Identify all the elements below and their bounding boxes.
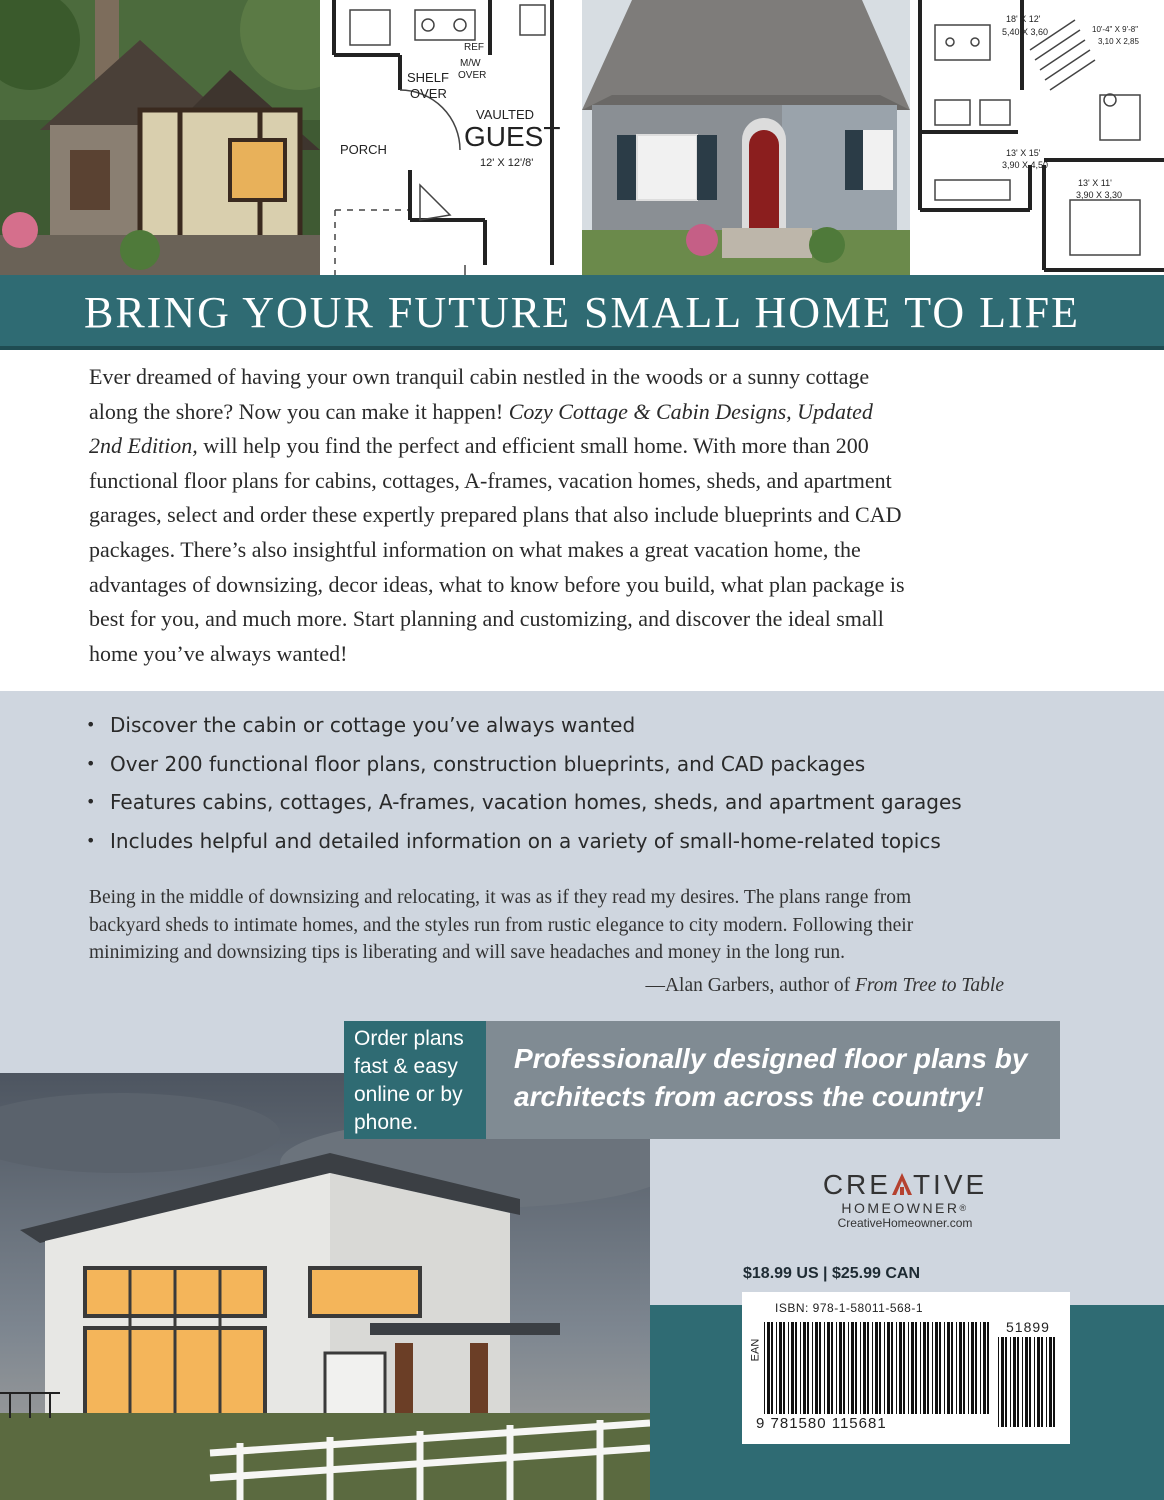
- publisher-url: CreativeHomeowner.com: [837, 1216, 973, 1230]
- desc-line: advantages of downsizing, decor ideas, what to know before you build, what plan package is: [89, 571, 905, 597]
- cottage-photo: [0, 0, 320, 275]
- barcode-bar: [1049, 1337, 1052, 1427]
- barcode-bar: [956, 1322, 957, 1414]
- desc-line: packages. There’s also insightful information on what makes a great vacation home, the: [89, 536, 861, 562]
- desc-line: functional floor plans for cabins, cottages, A-frames, vacation homes, sheds, and apartment: [89, 467, 892, 493]
- barcode-bar: [1034, 1337, 1035, 1427]
- plan-label-mw-over: OVER: [458, 70, 487, 81]
- barcode-bar: [1037, 1337, 1040, 1427]
- barcode-addon-bars: [998, 1337, 1058, 1427]
- barcode-bar: [1029, 1337, 1031, 1427]
- ean-label: EAN: [749, 1338, 762, 1362]
- barcode-bar: [767, 1322, 770, 1414]
- barcode-digits: 9 781580 115681: [756, 1415, 887, 1432]
- barcode-bar: [860, 1322, 861, 1414]
- logo-part: CRE: [822, 1169, 891, 1200]
- barcode-bar: [836, 1322, 837, 1414]
- plan2-dim3b: 3,90 X 4,50: [1002, 160, 1049, 170]
- barcode-bar: [1017, 1337, 1019, 1427]
- order-line: Order plans: [354, 1027, 464, 1050]
- list-item: [86, 706, 1086, 745]
- barcode-bar: [947, 1322, 950, 1414]
- logo-part: TIVE: [912, 1169, 988, 1200]
- plan2-dim4b: 3,90 X 3,30: [1076, 190, 1123, 200]
- bullet-icon: •: [86, 753, 96, 773]
- barcode-bar: [944, 1322, 945, 1414]
- plan2-dim1b: 5,40 X 3,60: [1002, 27, 1049, 37]
- barcode-bar: [963, 1322, 965, 1414]
- barcode-bar: [872, 1322, 873, 1414]
- barcode-bar: [771, 1322, 773, 1414]
- logo-registered: ®: [959, 1203, 969, 1213]
- bullet-icon: •: [86, 830, 96, 850]
- barcode-bar: [812, 1322, 813, 1414]
- plan-label-guest-dims: 12' X 12'/8': [480, 157, 534, 169]
- plan2-dim4a: 13' X 11': [1078, 178, 1112, 188]
- quote-line: Being in the middle of downsizing and relocating, it was as if they read my desires. The plans range from: [89, 887, 912, 908]
- barcode-bar: [983, 1322, 986, 1414]
- barcode-bar: [915, 1322, 917, 1414]
- quote-book-title: From Tree to Table: [855, 975, 1004, 996]
- barcode-bar: [971, 1322, 974, 1414]
- bullet-icon: •: [86, 792, 96, 812]
- publisher-logo: [810, 1170, 1000, 1231]
- plan-label-vaulted: VAULTED: [476, 107, 535, 122]
- barcode-bar: [863, 1322, 866, 1414]
- desc-line: [89, 395, 1049, 430]
- banner-title: BRING YOUR FUTURE SMALL HOME TO LIFE: [83, 288, 1081, 337]
- barcode-bar: [959, 1322, 962, 1414]
- feature-list: [86, 706, 1086, 860]
- list-item-text: Discover the cabin or cottage you’ve always wanted: [110, 713, 636, 737]
- barcode-bar: [896, 1322, 897, 1414]
- barcode-bar: [932, 1322, 933, 1414]
- barcode-bar: [1001, 1337, 1004, 1427]
- barcode-bar: [776, 1322, 777, 1414]
- barcode-bar: [1010, 1337, 1011, 1427]
- barcode-bar: [998, 1337, 999, 1427]
- plan-label-over: OVER: [410, 86, 447, 101]
- bullet-icon: •: [86, 715, 96, 734]
- quote-attribution: [560, 975, 1004, 997]
- barcode-bar: [1053, 1337, 1055, 1427]
- barcode-bar: [783, 1322, 785, 1414]
- testimonial-quote: [89, 884, 1049, 967]
- barcode-bar: [851, 1322, 854, 1414]
- barcode-bar: [843, 1322, 845, 1414]
- barcode-bar: [867, 1322, 869, 1414]
- quote-line: backyard sheds to intimate homes, and the styles run from rustic elegance to city modern. Following their: [89, 914, 914, 936]
- plan-label-mw: M/W: [460, 58, 481, 69]
- barcode-bar: [939, 1322, 941, 1414]
- order-line: online or by: [354, 1083, 463, 1106]
- barcode-bar: [1013, 1337, 1016, 1427]
- barcode-bar: [923, 1322, 926, 1414]
- plan-label-guest: GUEST: [464, 121, 561, 152]
- barcode-bar: [855, 1322, 857, 1414]
- barcode-addon-digits: 51899: [1006, 1319, 1050, 1335]
- barcode-bar: [987, 1322, 989, 1414]
- barcode-bar: [831, 1322, 833, 1414]
- logo-sub-text: HOMEOWNER: [841, 1200, 960, 1216]
- plan2-dim3a: 13' X 15': [1006, 148, 1041, 158]
- barcode-bar: [899, 1322, 902, 1414]
- desc-line: garages, select and order these expertly prepared plans that also include blueprints and CAD: [89, 502, 902, 528]
- barcode-bar: [839, 1322, 842, 1414]
- floor-plan-main: [910, 0, 1164, 275]
- book-description: [89, 360, 1049, 671]
- top-photo-strip: [0, 0, 1164, 275]
- plan2-dim1a: 18' X 12': [1006, 14, 1041, 24]
- logo-wordmark: [810, 1170, 1000, 1200]
- barcode-bar: [764, 1322, 765, 1414]
- barcode-block: [742, 1292, 1070, 1444]
- desc-line: home you’ve always wanted!: [89, 640, 348, 666]
- barcode-bar: [980, 1322, 981, 1414]
- floor-plan-guest: [320, 0, 582, 275]
- desc-book-edition: 2nd Edition,: [89, 433, 198, 459]
- barcode-bar: [975, 1322, 977, 1414]
- barcode-bar: [968, 1322, 969, 1414]
- gray-house-photo: [582, 0, 910, 275]
- price-label: $18.99 US | $25.99 CAN: [743, 1265, 921, 1282]
- barcode-bar: [807, 1322, 809, 1414]
- barcode-bar: [824, 1322, 825, 1414]
- desc-line: [89, 429, 1049, 464]
- list-item-text: Features cabins, cottages, A-frames, vacation homes, sheds, and apartment garages: [110, 790, 962, 815]
- desc-line: Ever dreamed of having your own tranquil cabin nestled in the woods or a sunny cottage: [89, 364, 870, 389]
- list-item: [86, 745, 1086, 784]
- barcode-bar: [911, 1322, 914, 1414]
- barcode-bar: [884, 1322, 885, 1414]
- barcode-bar: [1041, 1337, 1043, 1427]
- desc-text: will help you find the perfect and efficient small home. With more than 200: [197, 433, 869, 459]
- plan-label-shelf: SHELF: [407, 70, 449, 85]
- pro-line: Professionally designed floor plans by: [514, 1043, 1028, 1074]
- barcode-bar: [803, 1322, 806, 1414]
- barcode-bar: [848, 1322, 849, 1414]
- barcode-bar: [1005, 1337, 1007, 1427]
- barcode-bar: [827, 1322, 830, 1414]
- desc-text: along the shore? Now you can make it happen!: [89, 398, 509, 424]
- barcode-bar: [779, 1322, 782, 1414]
- pro-line: architects from across the country!: [514, 1081, 984, 1112]
- desc-line: best for you, and much more. Start planning and customizing, and discover the ideal small: [89, 606, 884, 632]
- quote-author: —Alan Garbers, author of: [645, 975, 856, 996]
- barcode-bar: [815, 1322, 818, 1414]
- barcode-bar: [903, 1322, 905, 1414]
- barcode-bars: [764, 1322, 990, 1414]
- barcode-bar: [1022, 1337, 1023, 1427]
- barcode-bar: [795, 1322, 797, 1414]
- plan-label-ref: REF: [464, 42, 484, 53]
- list-item-text: Over 200 functional floor plans, construction blueprints, and CAD packages: [110, 751, 866, 776]
- list-item: [86, 822, 1086, 861]
- barcode-bar: [1025, 1337, 1028, 1427]
- desc-book-title: Cozy Cottage & Cabin Designs, Updated: [508, 398, 873, 424]
- barcode-bar: [891, 1322, 893, 1414]
- plan-label-porch: PORCH: [340, 142, 387, 157]
- house-roof-icon: [891, 1172, 913, 1196]
- barcode-bar: [887, 1322, 890, 1414]
- barcode-bar: [927, 1322, 929, 1414]
- barcode-bar: [800, 1322, 801, 1414]
- order-line: phone.: [354, 1111, 419, 1134]
- list-item: [86, 783, 1086, 822]
- barcode-bar: [875, 1322, 878, 1414]
- barcode-bar: [908, 1322, 909, 1414]
- barcode-bar: [1046, 1337, 1047, 1427]
- title-banner: [0, 275, 1164, 350]
- barcode-bar: [788, 1322, 789, 1414]
- barcode-bar: [951, 1322, 953, 1414]
- professional-plans-box: [486, 1021, 1060, 1139]
- barcode-bar: [819, 1322, 821, 1414]
- order-line: fast & easy: [354, 1055, 458, 1078]
- barcode-bar: [879, 1322, 881, 1414]
- plan2-dim2b: 3,10 X 2,85: [1098, 37, 1139, 46]
- barcode-bar: [791, 1322, 794, 1414]
- logo-subtitle: [810, 1200, 1000, 1216]
- order-plans-box: [344, 1021, 486, 1139]
- plan2-dim2a: 10'-4" X 9'-8": [1092, 25, 1139, 34]
- isbn-text: ISBN: 978-1-58011-568-1: [775, 1301, 924, 1315]
- barcode-bar: [920, 1322, 921, 1414]
- barcode-bar: [935, 1322, 938, 1414]
- quote-line: minimizing and downsizing tips is liberating and will save headaches and money in the long run.: [89, 942, 846, 963]
- list-item-text: Includes helpful and detailed information on a variety of small-home-related topics: [110, 828, 941, 853]
